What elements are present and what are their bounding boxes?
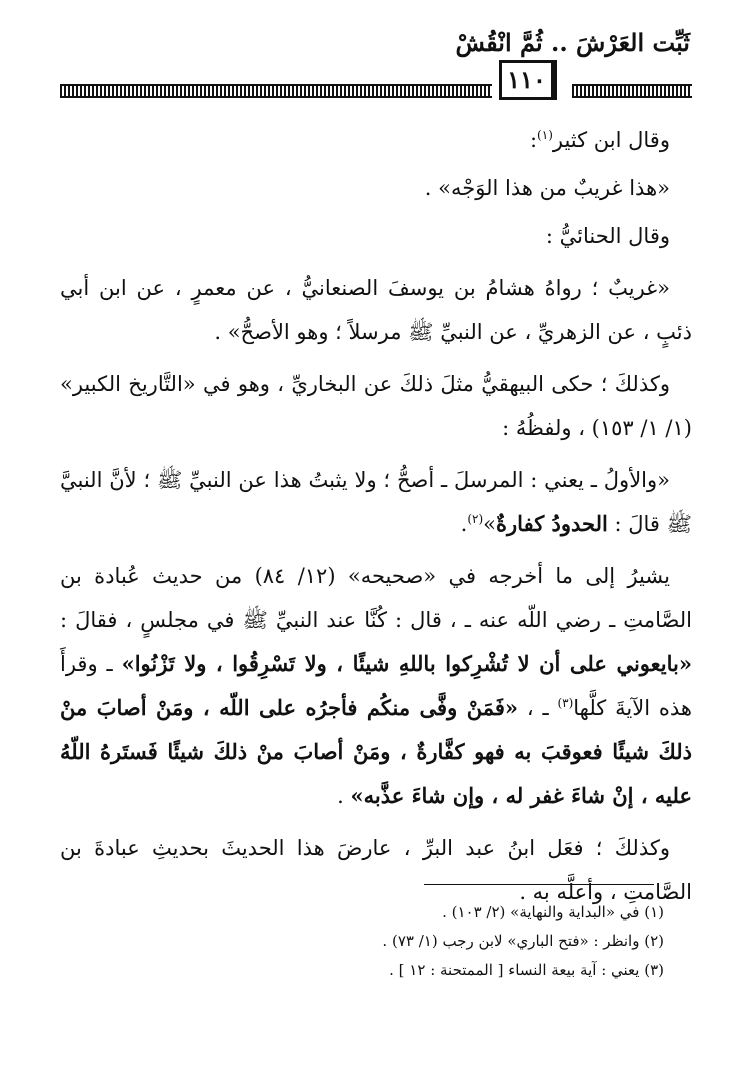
text: وقال ابن كثير <box>552 128 670 152</box>
text: يشيرُ إلى ما أخرجه في «صحيحه» (١٢/ ٨٤) من حديث عُبادة بن الصَّامتِ ـ رضي اللّه عنه ـ ، قال : كُنَّا عند النبيِّ ﷺ في مجلسٍ ، فقالَ : <box>60 564 692 632</box>
hadith-text: «فَمَنْ وفَّى منكُم فأجرُه على اللّه ، ومَنْ أصابَ منْ ذلكَ شيئًا فعوقبَ به فهو كفَّارةٌ ، ومَنْ أصابَ منْ ذلكَ شيئًا فَستَرهُ اللّهُ عليه ، إنْ شاءَ غفر له ، وإن شاءَ عذَّبه» <box>60 695 692 808</box>
text: ـ وقرأَ هذه الآيةَ كلَّها <box>60 652 692 720</box>
footnote-ref-3: (٣) <box>557 696 574 710</box>
footnote-ref-2: (٢) <box>467 512 484 526</box>
hadith-text: الحدودُ كفارةٌ <box>496 511 608 536</box>
paragraph-1 <box>60 118 692 162</box>
footnote-3: (٣) يعني : آية بيعة النساء [ الممتحنة : ١٢ ] . <box>389 961 664 979</box>
page-number: ١١٠ <box>499 60 557 100</box>
footnote-ref-1: (١) <box>537 128 553 142</box>
footnotes <box>60 898 692 985</box>
body-text <box>60 118 692 918</box>
text: . <box>460 512 468 536</box>
paragraph-8: وكذلكَ ؛ فعَل ابنُ عبد البرِّ ، عارضَ هذا الحديثَ بحديثِ عبادةَ بن الصَّامتِ ، وأعلَّه به . <box>60 836 692 904</box>
paragraph-7 <box>60 554 692 818</box>
footnote-1: (١) في «البداية والنهاية» (٢/ ١٠٣) . <box>442 903 664 921</box>
text: . <box>337 784 344 808</box>
paragraph-3: وقال الحنائيُّ : <box>545 224 670 248</box>
footnote-divider <box>424 884 654 885</box>
paragraph-4: «غريبٌ ؛ رواهُ هشامُ بن يوسفَ الصنعانيُّ ، عن معمرٍ ، عن ابن أبي ذئبٍ ، عن الزهريِّ ، عن النبيِّ ﷺ مرسلاً ؛ وهو الأصحُّ» . <box>60 276 692 344</box>
footnote-2: (٢) وانظر : «فتح الباري» لابن رجب (١/ ٧٣) . <box>382 932 664 950</box>
text: » <box>483 512 497 536</box>
paragraph-6 <box>60 458 692 546</box>
hadith-text: «بايعوني على أن لا تُشْرِكوا باللهِ شيئًا ، ولا تَسْرِقُوا ، ولا تَزْنُوا» <box>121 651 693 676</box>
header-ornament-band-left <box>60 84 492 98</box>
header-ornament-band-right <box>572 84 692 98</box>
paragraph-2: «هذا غريبٌ من هذا الوَجْه» . <box>424 176 670 200</box>
running-title: ثَبِّت العَرْشَ .. ثُمَّ انْقُشْ <box>455 28 690 57</box>
text: ـ ، <box>526 696 549 720</box>
text: : <box>529 128 538 152</box>
paragraph-5: وكذلكَ ؛ حكى البيهقيُّ مثلَ ذلكَ عن البخاريِّ ، وهو في «التَّاريخ الكبير» (١/ ١/ ١٥٣) ، ولفظُهُ : <box>60 372 692 440</box>
text: «والأولُ ـ يعني : المرسلَ ـ أصحُّ ؛ ولا يثبتُ هذا عن النبيِّ ﷺ ؛ لأنَّ النبيَّ ﷺ قالَ : <box>60 468 692 536</box>
